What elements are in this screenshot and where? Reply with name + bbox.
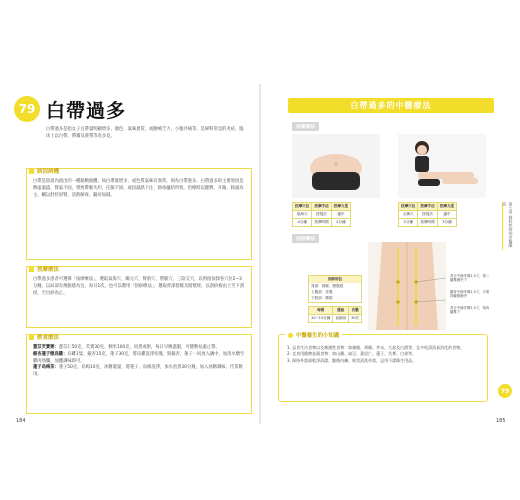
side-page-badge: 79 (498, 384, 512, 398)
table-cell: 3分鐘 (437, 219, 456, 227)
massage-photo-1 (292, 134, 380, 198)
table-cell: 2分鐘 (399, 219, 418, 227)
banner-title: 白帶過多的中醫療法 (288, 98, 494, 113)
table-header: 按摩力度 (437, 203, 456, 211)
recipe-text: 烏雞1隻、銀杏15克、蓮子30克，將烏雞洗淨切塊，與銀杏、蓮子一同放入鍋中，加清水燉至雞肉熟爛，加鹽調味即可。 (33, 351, 245, 364)
square-bullet-icon (29, 267, 34, 272)
section-body: 白帶過多患者可選擇「按摩療法」，選取氣海穴、關元穴、腎俞穴、帶脈穴、三陰交穴，以拇指按揉各穴位2~3分鐘，以局部有痠脹感為宜，每日1次。也可以選用「刮痧療法」，選取背部督脈及膀胱經，以刮痧板由上至下刮拭，至出痧為止。 (33, 277, 245, 296)
back-acupoint-illustration (368, 242, 446, 330)
knowledge-box (278, 334, 488, 402)
square-bullet-icon (29, 169, 34, 174)
woman-lying-illustration (292, 134, 380, 198)
table-header: 按摩穴位 (399, 203, 418, 211)
section-causes (26, 168, 252, 260)
recipe-name: 薏苡芡實粥： (33, 345, 59, 350)
section-diet (26, 334, 252, 414)
acupoint-line: 背部：督脈、膀胱經 (311, 283, 344, 288)
section-heading-label: 飲食療法 (37, 335, 60, 341)
massage-table-2 (398, 202, 457, 227)
gua-table (308, 306, 362, 323)
back-photo (368, 242, 446, 330)
table-cell: 2分鐘 (331, 219, 350, 227)
page-title: 白帶過多 (46, 99, 127, 122)
table-header: 按摩手法 (418, 203, 437, 211)
recipe-text: 蓮子50克、烏梅10克、冰糖適量，將蓮子、烏梅洗淨，加水煎煮30分鐘，加入冰糖調味，代茶飲用。 (33, 365, 243, 378)
section-heading (29, 167, 59, 175)
recipe-name: 蓮子烏梅茶： (33, 365, 59, 371)
section-heading-label: 病因病機 (37, 169, 60, 175)
page-number-left: 184 (16, 418, 26, 424)
table-header: 運板 (333, 307, 349, 315)
table-cell: 氣海穴 (293, 211, 312, 219)
circle-bullet-icon (288, 333, 293, 338)
knowledge-list (287, 345, 481, 364)
square-bullet-icon (29, 335, 34, 340)
recipe-name: 銀杏蓮子燉烏雞： (33, 351, 68, 357)
section-body: 白帶是陰道內流出的一種黏稠液體。如白帶量增多，或色質氣味有異常，則為白帶過多。白帶過多的主要原因是脾虛濕盛、腎氣不固，導致帶脈失約、任脈不固，或因濕熱下注、熱毒蘊結所致。治療時以健脾、升陽、除濕為主，輔以舒肝固腎，清熱解毒，隨症加減。 (33, 179, 244, 198)
knowledge-heading-label: 中醫養生的小知識 (296, 333, 340, 339)
woman-sitting-illustration (398, 134, 486, 198)
knowledge-heading (285, 331, 342, 339)
knowledge-item: 3. 保持外陰部乾淨清潔，勤換內褲，經常清洗外陰，忌用不潔衛生用品。 (287, 357, 417, 363)
table-header: 次數 (349, 307, 362, 315)
table-cell: 按摩時間 (418, 219, 437, 227)
table-cell: 4分鐘 (293, 219, 312, 227)
massage-tag: 按摩療法 (292, 122, 319, 131)
massage-table-1 (292, 202, 351, 227)
recipe-item (33, 345, 245, 352)
section-heading-label: 按摩療法 (37, 267, 60, 273)
table-header: 時間 (309, 307, 333, 315)
title-row (14, 94, 126, 124)
page-number-right: 185 (496, 418, 506, 424)
knowledge-item: 2. 宜食用健脾祛濕食物：如山藥、扁豆、薏苡仁、蓮子、芡實、白果等。 (287, 351, 417, 357)
table-cell: 30次 (349, 315, 362, 323)
section-heading (29, 265, 59, 273)
right-page (264, 84, 512, 424)
intro-paragraph: 白帶過多是指女子白帶量明顯增多，顏色、氣味異常，或腰痠乏力，小腹冷痛等，是婦科常見的炎症，臨床上以白帶、帶濁及黃帶等為多見。 (46, 127, 244, 139)
chapter-side-tab: 第七章 婦科疾病的中醫療法 (502, 202, 512, 250)
table-header: 按摩手法 (312, 203, 331, 211)
table-cell: 按揉法 (418, 211, 437, 219)
acupoint-line: 下肢部：脾經 (311, 295, 333, 300)
table-cell: 按摩時間 (312, 219, 331, 227)
table-header: 按摩力度 (331, 203, 350, 211)
recipe-item (33, 352, 245, 366)
chapter-number: 79 (14, 96, 40, 122)
table-header: 按摩穴位 (293, 203, 312, 211)
table-cell: 太衝穴 (399, 211, 418, 219)
table-cell: 按揉法 (312, 211, 331, 219)
left-page (8, 84, 258, 424)
acupoints-heading: 刮痧部位 (309, 276, 361, 283)
table-cell: 適中 (331, 211, 350, 219)
recipe-item (33, 365, 245, 379)
gutter (259, 84, 261, 424)
callout-2: 腰背中線旁開1.5寸，平第四腰椎棘突 (450, 290, 490, 299)
gua-tag: 刮痧療法 (292, 234, 319, 243)
knowledge-item: 1. 忌食生冷食物以及刺激性食物：如辣椒、胡椒、芥末、大蒜及白酒等，宜多吃清淡易消化的食物。 (287, 345, 465, 350)
table-cell: 適中 (437, 211, 456, 219)
section-heading (29, 333, 59, 341)
acupoints-box (308, 275, 362, 303)
callout-3: 背正中線旁開1.5寸，第四腰椎下 (450, 306, 490, 315)
callout-1: 背正中線旁開1.5寸，第二腰椎棘突下 (450, 274, 490, 283)
acupoint-line: 上腹部：任脈 (311, 289, 333, 294)
table-cell: 直線刮 (333, 315, 349, 323)
recipe-list (33, 345, 245, 379)
recipe-text: 薏苡仁50克、芡實30克、粳米100克，同煮成粥，每日早晚溫服，可健脾祛濕止帶。 (58, 345, 220, 350)
table-cell: 10~15分鐘 (309, 315, 333, 323)
section-massage (26, 266, 252, 328)
massage-photo-2 (398, 134, 486, 198)
book-spread (8, 84, 512, 424)
